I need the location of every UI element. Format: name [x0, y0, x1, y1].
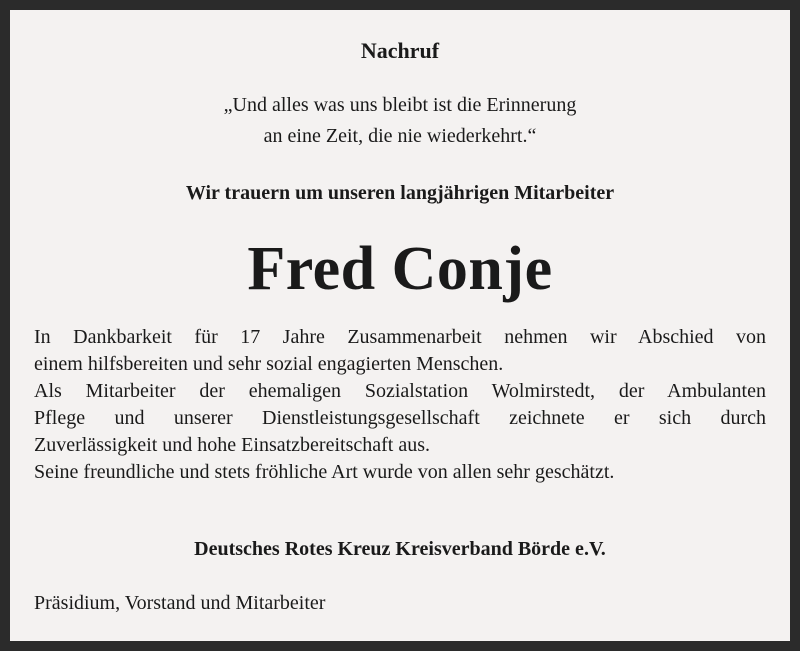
tribute-line: Als Mitarbeiter der ehemaligen Sozialstation Wolmirstedt, der Ambulanten [34, 380, 766, 402]
memorial-quote [10, 90, 790, 152]
mourning-statement: Wir trauern um unseren langjährigen Mitarbeiter [185, 182, 615, 204]
organization-name: Deutsches Rotes Kreuz Kreisverband Börde e.V. [194, 538, 606, 560]
tribute-line: In Dankbarkeit für 17 Jahre Zusammenarbeit nehmen wir Abschied von [34, 326, 766, 348]
quote-line-1: „Und alles was uns bleibt ist die Erinnerung [223, 94, 577, 116]
notice-heading: Nachruf [360, 38, 440, 63]
tribute-line: Zuverlässigkeit und hohe Einsatzbereitschaft aus. [34, 434, 430, 456]
tribute-line: einem hilfsbereiten und sehr sozial engagierten Menschen. [34, 353, 504, 375]
deceased-name: Fred Conje [247, 235, 553, 303]
tribute-line: Pflege und unserer Dienstleistungsgesellschaft zeichnete er sich durch [34, 407, 766, 429]
tribute-line: Seine freundliche und stets fröhliche Art wurde von allen sehr geschätzt. [34, 461, 615, 483]
quote-line-2: an eine Zeit, die nie wiederkehrt.“ [263, 125, 537, 147]
signatories: Präsidium, Vorstand und Mitarbeiter [34, 592, 326, 614]
obituary-notice [10, 10, 790, 641]
tribute-text [34, 324, 766, 486]
